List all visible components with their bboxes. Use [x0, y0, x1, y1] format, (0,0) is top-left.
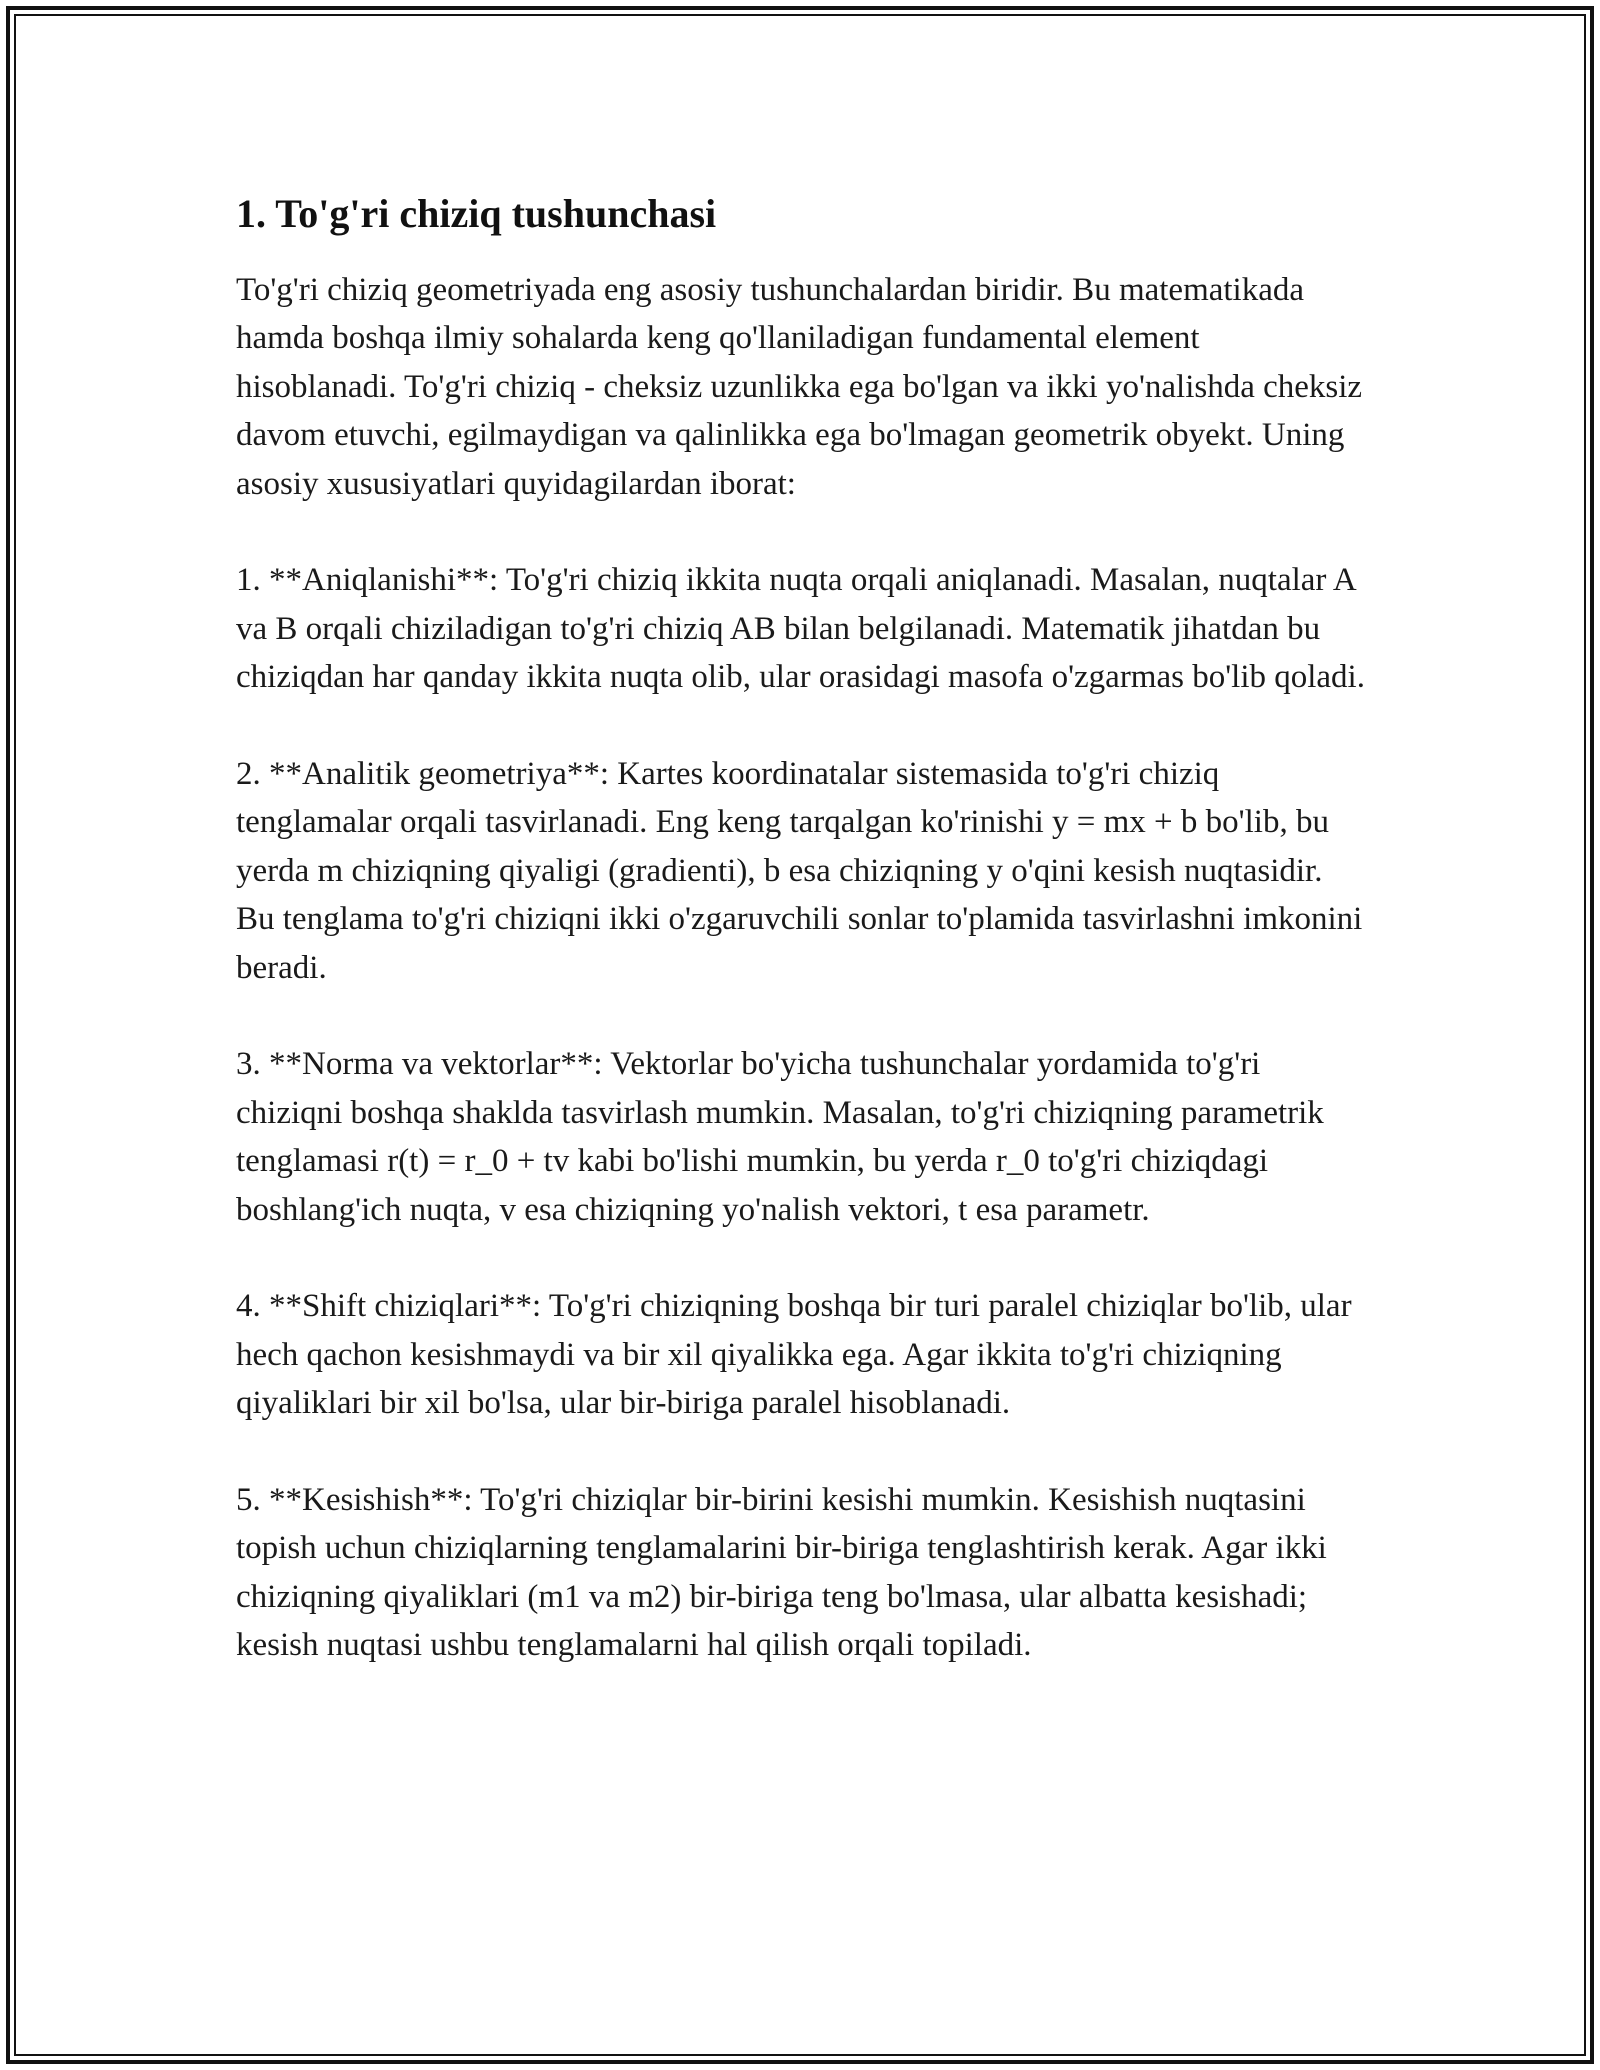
- section-title: 1. To'g'ri chiziq tushunchasi: [236, 191, 717, 236]
- list-item-vectors: 3. **Norma va vektorlar**: Vektorlar bo'yicha tushunchalar yordamida to'g'ri chiziqni boshqa shaklda tasvirlash mumkin. Masalan, to'g'ri chiziqning parametrik tenglamasi r(t) = r_0 + tv kabi bo'lishi mumkin, bu yerda r_0 to'g'ri chiziqdagi boshlang'ich nuqta, v esa chiziqning yo'nalish vektori, t esa parametr.: [236, 1046, 1324, 1228]
- list-item-parallel-lines: 4. **Shift chiziqlari**: To'g'ri chiziqning boshqa bir turi paralel chiziqlar bo'lib, ular hech qachon kesishmaydi va bir xil qiyalikka ega. Agar ikkita to'g'ri chiziqning qiyaliklari bir xil bo'lsa, ular bir-biriga paralel hisoblanadi.: [236, 1288, 1352, 1422]
- paragraph-spacer: [236, 992, 1366, 1040]
- paragraph-spacer: [236, 508, 1366, 556]
- paragraph-spacer: [236, 1428, 1366, 1476]
- paragraph-spacer: [236, 702, 1366, 750]
- paragraph-spacer: [236, 1234, 1366, 1282]
- document-body: [236, 186, 1366, 1670]
- list-item-definition: 1. **Aniqlanishi**: To'g'ri chiziq ikkita nuqta orqali aniqlanadi. Masalan, nuqtalar A va B orqali chiziladigan to'g'ri chiziq AB bilan belgilanadi. Matematik jihatdan bu chiziqdan har qanday ikkita nuqta olib, ular orasidagi masofa o'zgarmas bo'lib qoladi.: [236, 562, 1365, 696]
- list-item-analytic-geometry: 2. **Analitik geometriya**: Kartes koordinatalar sistemasida to'g'ri chiziq tenglamalar orqali tasvirlanadi. Eng keng tarqalgan ko'rinishi y = mx + b bo'lib, bu yerda m chiziqning qiyaligi (gradienti), b esa chiziqning y o'qini kesish nuqtasidir. Bu tenglama to'g'ri chiziqni ikki o'zgaruvchili sonlar to'plamida tasvirlashni imkonini beradi.: [236, 756, 1363, 986]
- list-item-intersection: 5. **Kesishish**: To'g'ri chiziqlar bir-birini kesishi mumkin. Kesishish nuqtasini topish uchun chiziqlarning tenglamalarini bir-biriga tenglashtirish kerak. Agar ikki chiziqning qiyaliklari (m1 va m2) bir-biriga teng bo'lmasa, ular albatta kesishadi; kesish nuqtasi ushbu tenglamalarni hal qilish orqali topiladi.: [236, 1482, 1327, 1664]
- intro-paragraph: To'g'ri chiziq geometriyada eng asosiy tushunchalardan biridir. Bu matematikada hamda boshqa ilmiy sohalarda keng qo'llaniladigan fundamental element hisoblanadi. To'g'ri chiziq - cheksiz uzunlikka ega bo'lgan va ikki yo'nalishda cheksiz davom etuvchi, egilmaydigan va qalinlikka ega bo'lmagan geometrik obyekt. Uning asosiy xususiyatlari quyidagilardan iborat:: [236, 272, 1363, 502]
